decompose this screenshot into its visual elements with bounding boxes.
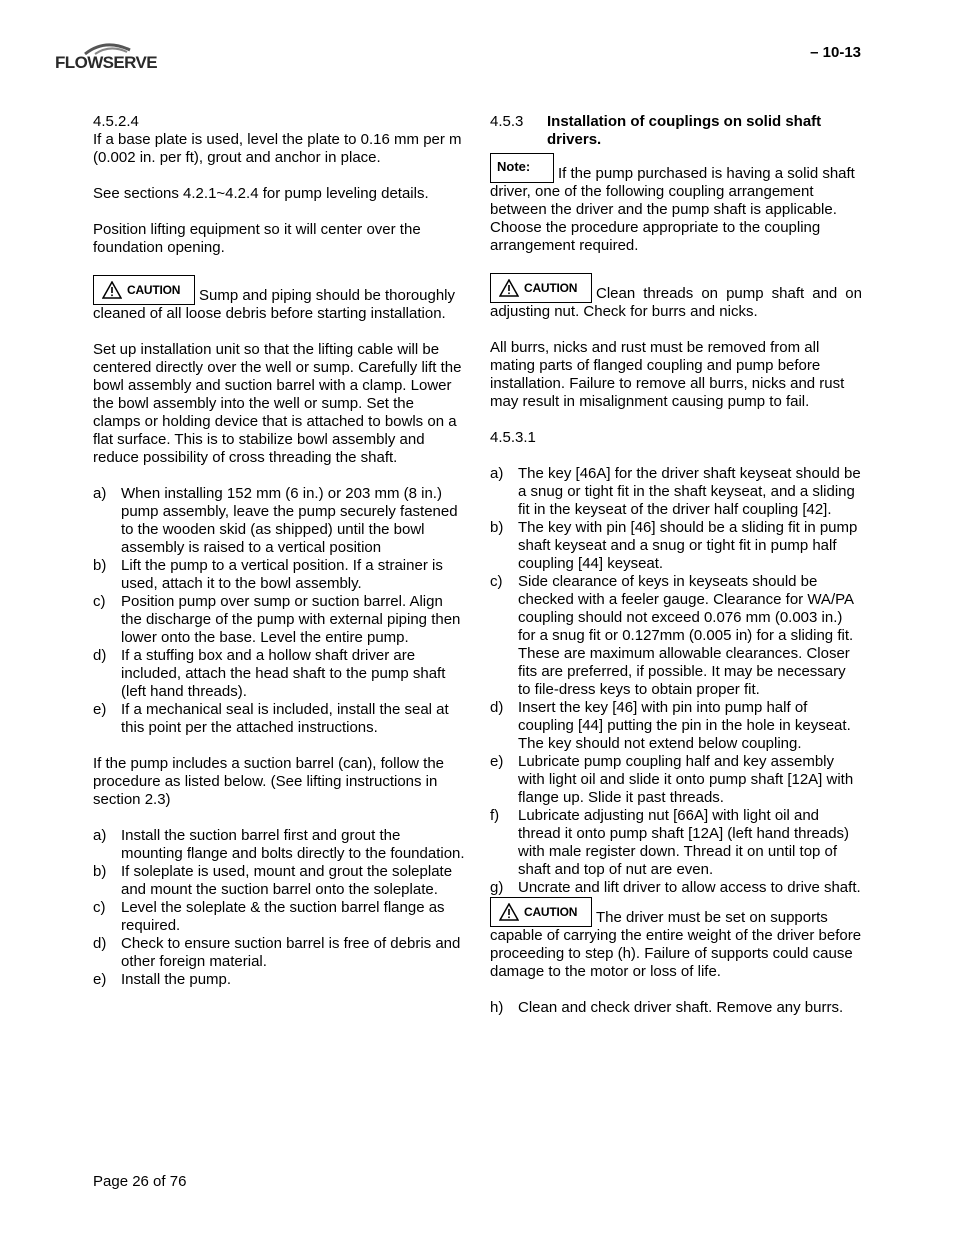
driver-steps-list — [490, 999, 862, 1017]
page-number: Page 26 of 76 — [93, 1173, 187, 1190]
right-column — [490, 113, 862, 1035]
list-item: b) The key with pin [46] should be a sliding fit in pump shaft keyseat and a snug or tight fit in pump half coupling [44] keyseat. — [490, 519, 858, 572]
section-number: 4.5.3 — [490, 113, 524, 130]
list-item: g) Uncrate and lift driver to allow access to drive shaft. — [490, 879, 861, 896]
warning-triangle-icon — [499, 279, 519, 297]
list-item: d) Check to ensure suction barrel is free of debris and other foreign material. — [93, 935, 461, 970]
section-number: 4.5.3.1 — [490, 429, 536, 446]
list-item: c) Level the soleplate & the suction barrel flange as required. — [93, 899, 445, 934]
paragraph: All burrs, nicks and rust must be removed from all mating parts of flanged coupling and pump before installation. Failure to remove all burrs, nicks and rust may result in misalignment causing pump to fail. — [490, 339, 845, 410]
install-steps-list — [93, 485, 465, 737]
list-item: b) If soleplate is used, mount and grout the soleplate and mount the suction barrel onto the soleplate. — [93, 863, 453, 898]
caution-paragraph — [490, 273, 862, 321]
suction-barrel-steps-list — [93, 827, 465, 989]
list-item: b) Lift the pump to a vertical position. If a strainer is used, attach it to the bowl assembly. — [93, 557, 443, 592]
list-item: a) When installing 152 mm (6 in.) or 203 mm (8 in.) pump assembly, leave the pump securely fastened to the wooden skid (as shipped) until the bowl assembly is raised to a vertical position — [93, 485, 458, 556]
section-number: 4.5.2.4 — [93, 113, 139, 130]
list-item: a) Install the suction barrel first and grout the mounting flange and bolts directly to the foundation. — [93, 827, 465, 862]
note-text: If the pump purchased is having a solid shaft driver, one of the following coupling arrangement between the driver and the pump shaft is applicable. Choose the procedure appropriate to the coupling arrangement required. — [490, 165, 855, 254]
logo-text: FLOWSERVE — [55, 53, 157, 72]
list-item: a) The key [46A] for the driver shaft keyseat should be a snug or tight fit in the shaft keyseat, and a sliding fit in the keyseat of the driver half coupling [42]. — [490, 465, 861, 518]
caution-badge — [490, 273, 592, 303]
list-item: e) Install the pump. — [93, 971, 232, 988]
caution-badge — [93, 275, 195, 305]
caution-label: CAUTION — [127, 283, 181, 297]
caution-label: CAUTION — [524, 281, 578, 295]
paragraph: If the pump includes a suction barrel (can), follow the procedure as listed below. (See lifting instructions in section 2.3) — [93, 755, 445, 808]
list-item: c) Position pump over sump or suction barrel. Align the discharge of the pump with external piping then lower onto the base. Level the entire pump. — [93, 593, 461, 646]
caution-label: CAUTION — [524, 905, 578, 919]
list-item: e) If a mechanical seal is included, install the seal at this point per the attached instructions. — [93, 701, 449, 736]
paragraph: Position lifting equipment so it will center over the foundation opening. — [93, 221, 421, 256]
note-paragraph — [490, 153, 862, 255]
paragraph: Set up installation unit so that the lifting cable will be centered directly over the well or sump. Carefully lift the bowl assembly and suction barrel with a clamp. Lower the bowl assembly into the well or sump. Set the clamps or holding device that is attached to bowls on a flat surface. This is to stabilize bowl assembly and reduce possibility of cross threading the shaft. — [93, 341, 462, 466]
flowserve-logo — [55, 40, 165, 82]
list-item: f) Lubricate adjusting nut [66A] with light oil and thread it onto pump shaft [12A] (left hand threads) with male register down. Thread it on until top of shaft and top of nut are even. — [490, 807, 850, 878]
list-item: d) If a stuffing box and a hollow shaft driver are included, attach the head shaft to the pump shaft (left hand threads). — [93, 647, 446, 700]
list-item: c) Side clearance of keys in keyseats should be checked with a feeler gauge. Clearance for WA/PA coupling should not exceed 0.076 mm (0.003 in.) for a snug fit or 0.127mm (0.005 in) for a sliding fit. These are maximum allowable clearances. Closer fits are preferred, if possible. It may be necessary to file-dress keys to obtain proper fit. — [490, 573, 854, 698]
warning-triangle-icon — [499, 903, 519, 921]
page-code: – 10-13 — [810, 44, 861, 61]
note-label: Note: — [497, 159, 531, 174]
caution-text: Sump and piping should be thoroughly cleaned of all loose debris before starting installation. — [93, 287, 456, 322]
list-item: e) Lubricate pump coupling half and key assembly with light oil and slide it onto pump shaft [12A] with flange up. Slide it past threads. — [490, 753, 854, 806]
list-item: h) Clean and check driver shaft. Remove any burrs. — [490, 999, 844, 1016]
paragraph: If a base plate is used, level the plate to 0.16 mm per m (0.002 in. per ft), grout and anchor in place. — [93, 131, 462, 166]
caution-paragraph — [93, 275, 465, 323]
list-item: d) Insert the key [46] with pin into pump half of coupling [44] putting the pin in the hole in keyseat. The key should not extend below coupling. — [490, 699, 851, 752]
section-heading — [490, 113, 862, 149]
caution-text: The driver must be set on supports capable of carrying the entire weight of the driver before proceeding to step (h). Failure of supports could cause damage to the motor or loss of life. — [490, 909, 862, 980]
caution-text: Clean threads on pump shaft and on adjusting nut. Check for burrs and nicks. — [490, 285, 862, 320]
warning-triangle-icon — [102, 281, 122, 299]
paragraph: See sections 4.2.1~4.2.4 for pump leveling details. — [93, 185, 429, 202]
caution-badge — [490, 897, 592, 927]
left-column — [93, 113, 465, 1007]
coupling-steps-list — [490, 465, 862, 897]
note-badge — [490, 153, 554, 183]
caution-paragraph — [490, 897, 862, 981]
section-title: Installation of couplings on solid shaft drivers. — [547, 113, 822, 148]
